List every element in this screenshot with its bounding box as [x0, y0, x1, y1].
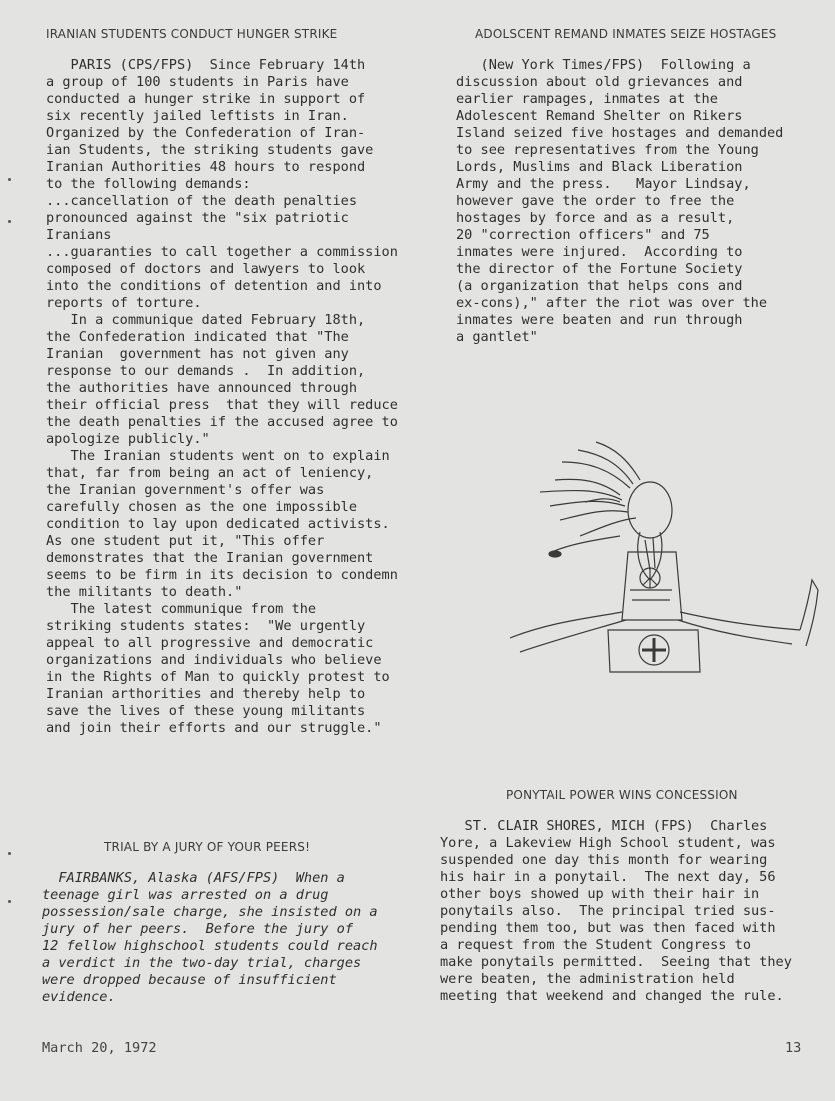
article-trial-by-jury	[42, 870, 378, 1006]
margin-mark	[8, 852, 11, 855]
margin-mark	[8, 220, 11, 223]
text-line: the militants to death."	[46, 584, 243, 600]
text-line: a gantlet"	[456, 329, 538, 345]
text-line: The latest communique from the	[46, 601, 317, 617]
text-line: carefully chosen as the one impossible	[46, 499, 357, 515]
text-line: 20 "correction officers" and 75	[456, 227, 710, 243]
text-line: reports of torture.	[46, 295, 202, 311]
text-line: the death penalties if the accused agree to	[46, 414, 398, 430]
text-line: pending them too, but was then faced with	[440, 920, 776, 936]
text-line: evidence.	[42, 989, 116, 1005]
headline-trial-by-jury: TRIAL BY A JURY OF YOUR PEERS!	[104, 840, 311, 854]
text-line: apologize publicly."	[46, 431, 210, 447]
text-line: were dropped because of insufficient	[42, 972, 337, 988]
text-line: inmates were beaten and run through	[456, 312, 743, 328]
text-line: the Iranian government's offer was	[46, 482, 325, 498]
article-ponytail-power	[440, 818, 792, 1005]
text-line: organizations and individuals who believe	[46, 652, 382, 668]
text-line: The Iranian students went on to explain	[46, 448, 390, 464]
text-line: teenage girl was arrested on a drug	[42, 887, 329, 903]
text-line: earlier rampages, inmates at the	[456, 91, 718, 107]
text-line: to see representatives from the Young	[456, 142, 759, 158]
text-line: Iranian Authorities 48 hours to respond	[46, 159, 366, 175]
text-line: that, far from being an act of leniency,	[46, 465, 374, 481]
text-line: condition to lay upon dedicated activists.	[46, 516, 390, 532]
text-line: to the following demands:	[46, 176, 251, 192]
text-line: Island seized five hostages and demanded	[456, 125, 784, 141]
text-line: and join their efforts and our struggle."	[46, 720, 382, 736]
text-line: in the Rights of Man to quickly protest to	[46, 669, 390, 685]
text-line: In a communique dated February 18th,	[46, 312, 366, 328]
headline-adolescent-remand: ADOLSCENT REMAND INMATES SEIZE HOSTAGES	[475, 27, 777, 41]
footer-date: March 20, 1972	[42, 1040, 157, 1056]
text-line: possession/sale charge, she insisted on a	[42, 904, 378, 920]
text-line: composed of doctors and lawyers to look	[46, 261, 366, 277]
footer-page-number: 13	[785, 1040, 802, 1056]
text-line: meeting that weekend and changed the rule.	[440, 988, 784, 1004]
text-line: Iranian government has not given any	[46, 346, 349, 362]
text-line: Yore, a Lakeview High School student, was	[440, 835, 776, 851]
text-line: discussion about old grievances and	[456, 74, 743, 90]
text-line: other boys showed up with their hair in	[440, 886, 760, 902]
headline-ponytail-power: PONYTAIL POWER WINS CONCESSION	[506, 788, 738, 802]
text-line: a group of 100 students in Paris have	[46, 74, 349, 90]
text-line: appeal to all progressive and democratic	[46, 635, 374, 651]
text-line: As one student put it, "This offer	[46, 533, 325, 549]
text-line: into the conditions of detention and into	[46, 278, 382, 294]
text-line: make ponytails permitted. Seeing that they	[440, 954, 792, 970]
article-adolescent-remand	[456, 57, 783, 346]
article-iranian-students	[46, 57, 398, 737]
text-line: hostages by force and as a result,	[456, 210, 735, 226]
text-line: ponytails also. The principal tried sus-	[440, 903, 776, 919]
text-line: Adolescent Remand Shelter on Rikers	[456, 108, 743, 124]
headline-iranian-students: IRANIAN STUDENTS CONDUCT HUNGER STRIKE	[46, 27, 338, 41]
text-line: suspended one day this month for wearing	[440, 852, 768, 868]
text-line: save the lives of these young militants	[46, 703, 366, 719]
text-line: demonstrates that the Iranian government	[46, 550, 374, 566]
text-line: the Confederation indicated that "The	[46, 329, 349, 345]
text-line: ian Students, the striking students gave	[46, 142, 374, 158]
text-line: Lords, Muslims and Black Liberation	[456, 159, 743, 175]
text-line: inmates were injured. According to	[456, 244, 743, 260]
text-line: Iranian arthorities and thereby help to	[46, 686, 366, 702]
text-line: however gave the order to free the	[456, 193, 735, 209]
text-line: striking students states: "We urgently	[46, 618, 366, 634]
text-line: Army and the press. Mayor Lindsay,	[456, 176, 751, 192]
text-line: the director of the Fortune Society	[456, 261, 743, 277]
text-line: their official press that they will reduce	[46, 397, 398, 413]
text-line: ...cancellation of the death penalties	[46, 193, 357, 209]
text-line: the authorities have announced through	[46, 380, 357, 396]
text-line: pronounced against the "six patriotic	[46, 210, 349, 226]
text-line: (a organization that helps cons and	[456, 278, 743, 294]
text-line: a request from the Student Congress to	[440, 937, 751, 953]
text-line: seems to be firm in its decision to condemn	[46, 567, 398, 583]
text-line: his hair in a ponytail. The next day, 56	[440, 869, 776, 885]
text-line: ...guaranties to call together a commission	[46, 244, 398, 260]
text-line: Organized by the Confederation of Iran-	[46, 125, 366, 141]
text-line: 12 fellow highschool students could reach	[42, 938, 378, 954]
text-line: six recently jailed leftists in Iran.	[46, 108, 349, 124]
text-line: (New York Times/FPS) Following a	[456, 57, 751, 73]
margin-mark	[8, 900, 11, 903]
text-line: ex-cons)," after the riot was over the	[456, 295, 767, 311]
protester-illustration	[500, 440, 825, 680]
text-line: conducted a hunger strike in support of	[46, 91, 366, 107]
text-line: FAIRBANKS, Alaska (AFS/FPS) When a	[42, 870, 345, 886]
text-line: were beaten, the administration held	[440, 971, 735, 987]
text-line: jury of her peers. Before the jury of	[42, 921, 353, 937]
text-line: response to our demands . In addition,	[46, 363, 366, 379]
text-line: ST. CLAIR SHORES, MICH (FPS) Charles	[440, 818, 768, 834]
text-line: Iranians	[46, 227, 112, 243]
margin-mark	[8, 178, 11, 181]
text-line: PARIS (CPS/FPS) Since February 14th	[46, 57, 366, 73]
text-line: a verdict in the two-day trial, charges	[42, 955, 362, 971]
